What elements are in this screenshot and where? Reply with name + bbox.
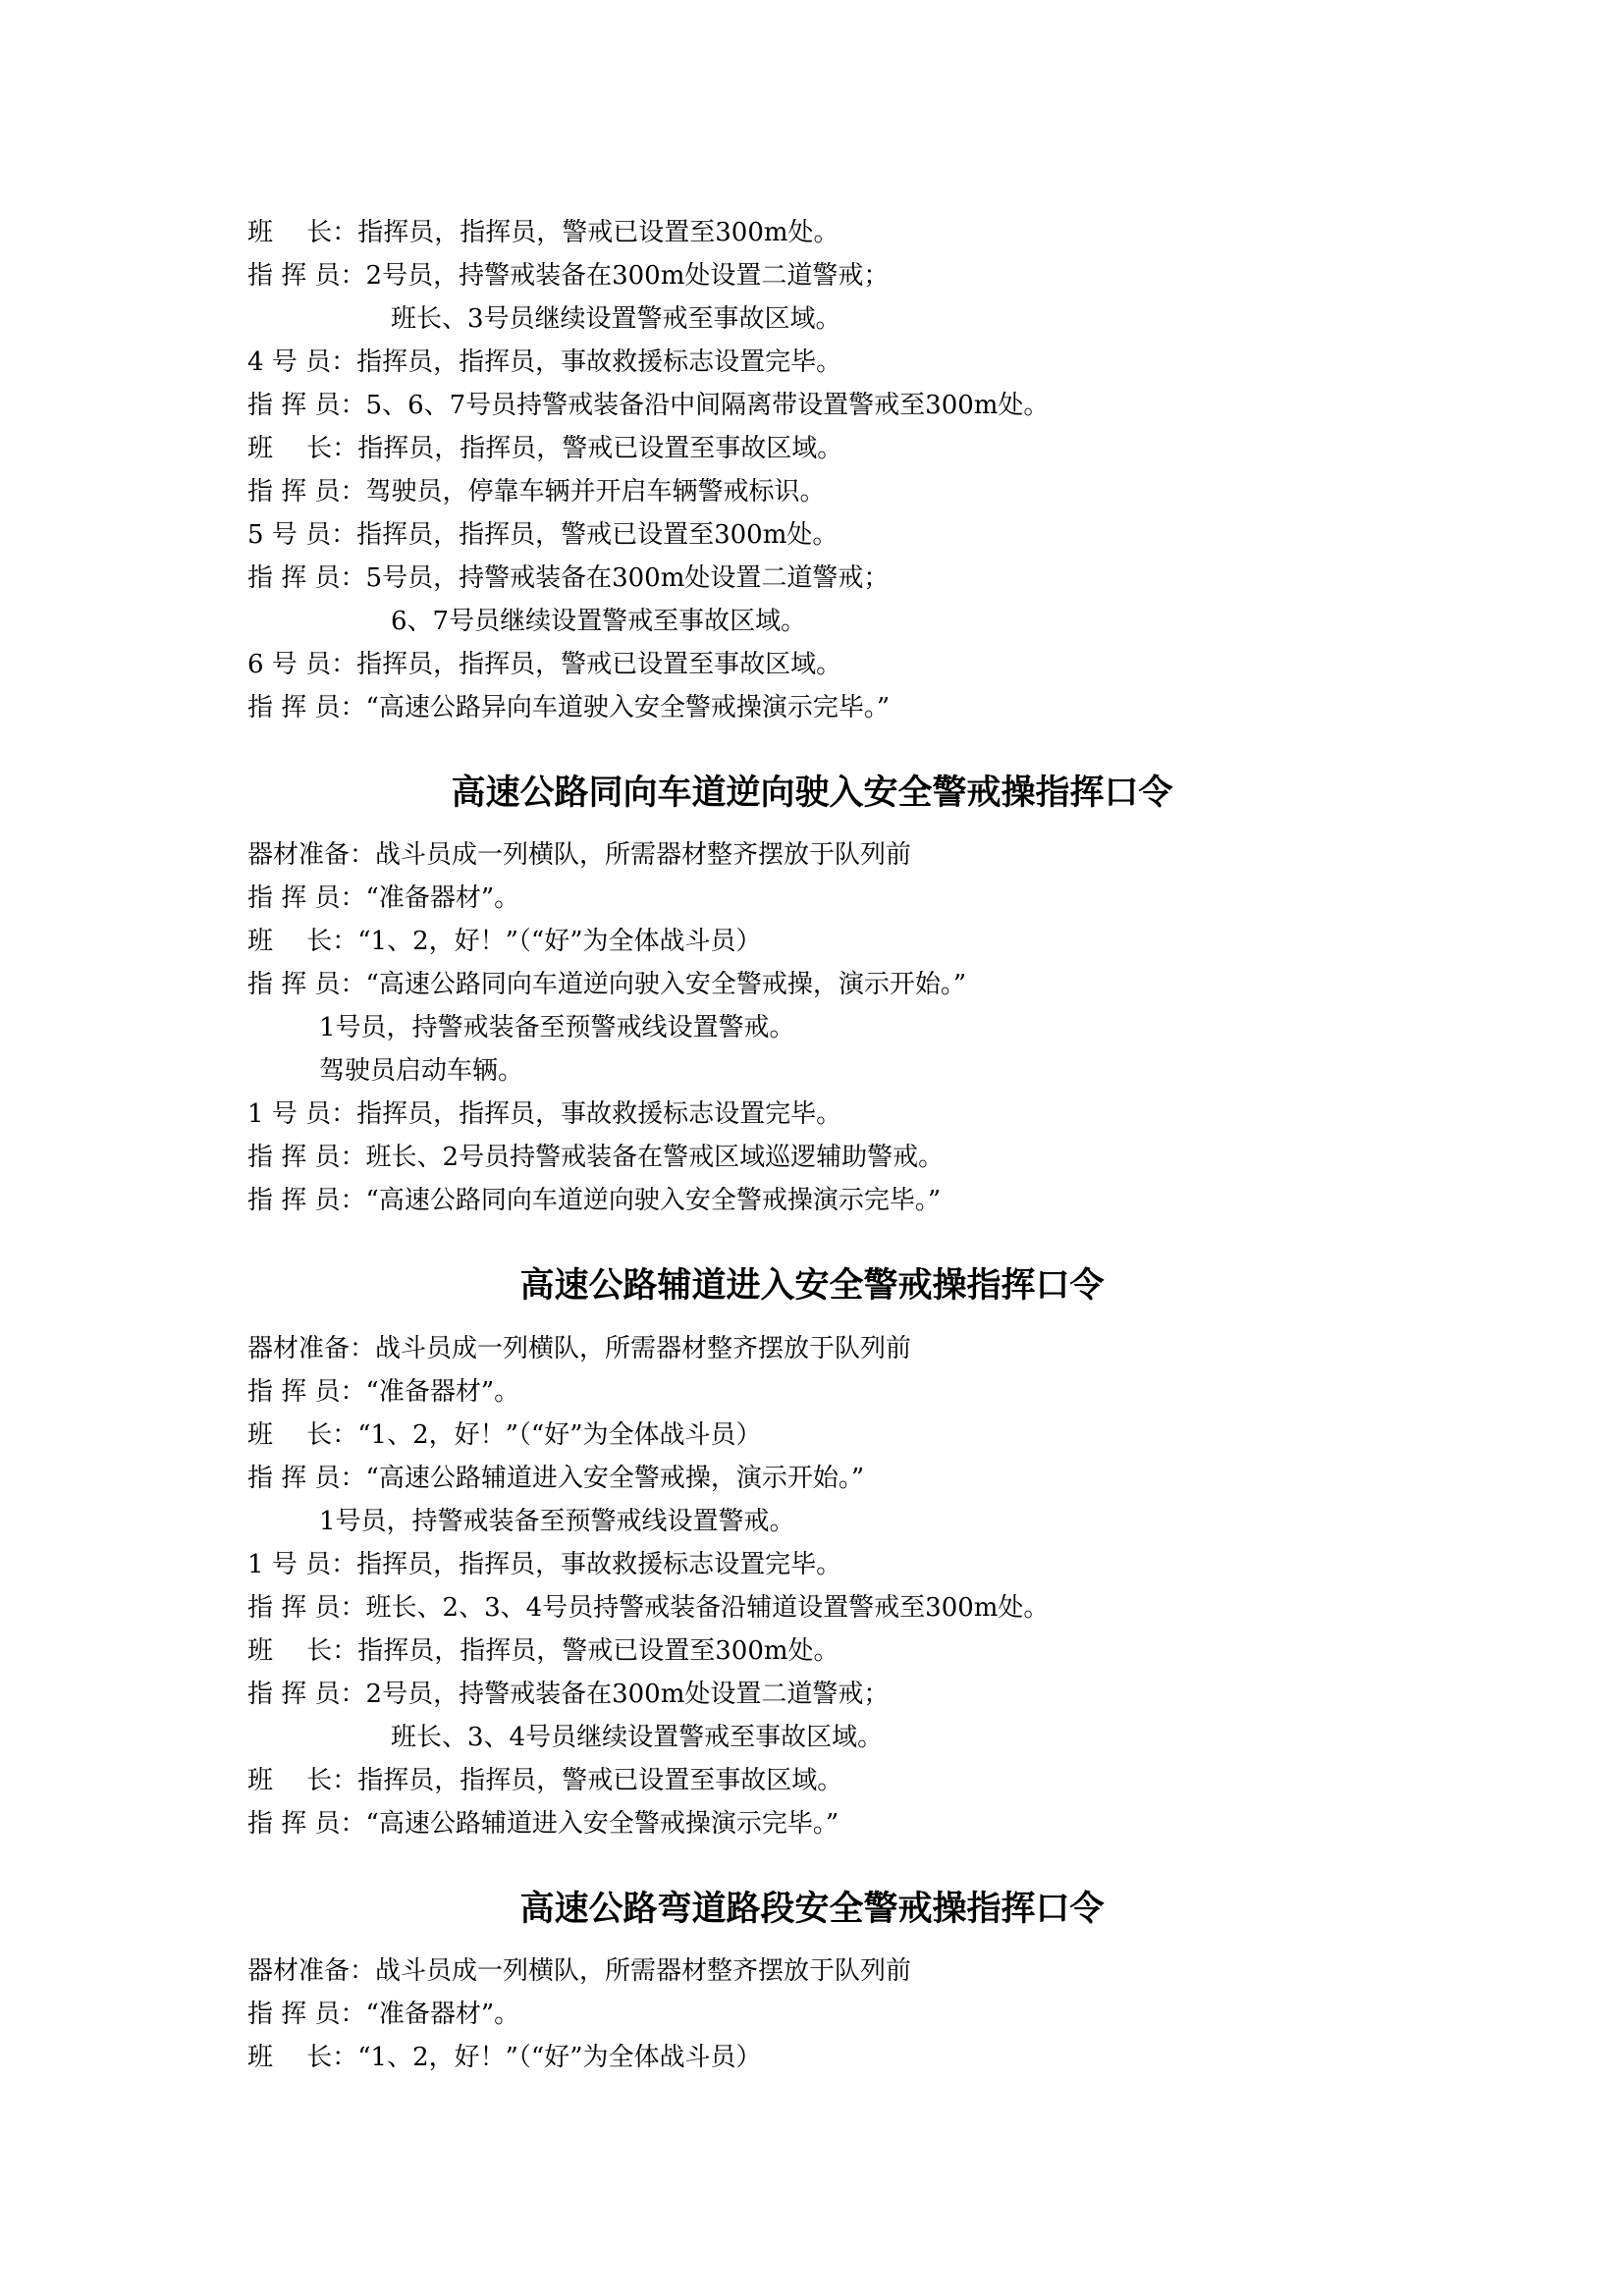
section-title-auxiliary: 高速公路辅道进入安全警戒操指挥口令 — [519, 1266, 1105, 1306]
text-line: 班 长：“1、2，好！”（“好”为全体战斗员） — [247, 927, 762, 956]
text-line: 5 号 员：指挥员，指挥员，警戒已设置至300m处。 — [247, 520, 839, 550]
text-line: 指 挥 员：“高速公路同向车道逆向驶入安全警戒操，演示开始。” — [247, 970, 967, 999]
text-line: 器材准备：战斗员成一列横队，所需器材整齐摆放于队列前 — [247, 840, 912, 870]
text-line: 班长、3号员继续设置警戒至事故区域。 — [391, 304, 841, 334]
text-line: 4 号 员：指挥员，指挥员，事故救援标志设置完毕。 — [247, 347, 842, 377]
text-line: 指 挥 员：“高速公路同向车道逆向驶入安全警戒操演示完毕。” — [247, 1186, 942, 1215]
section-title-reverse: 高速公路同向车道逆向驶入安全警戒操指挥口令 — [451, 774, 1173, 813]
text-line: 1号员，持警戒装备至预警戒线设置警戒。 — [319, 1507, 795, 1536]
text-line: 6 号 员：指挥员，指挥员，警戒已设置至事故区域。 — [247, 650, 842, 679]
text-line: 指 挥 员：班长、2号员持警戒装备在警戒区域巡逻辅助警戒。 — [247, 1143, 945, 1172]
text-line: 班长、3、4号员继续设置警戒至事故区域。 — [391, 1723, 884, 1752]
text-line: 指 挥 员：“高速公路异向车道驶入安全警戒操演示完毕。” — [247, 693, 891, 722]
text-line: 指 挥 员：驾驶员，停靠车辆并开启车辆警戒标识。 — [247, 477, 826, 507]
text-line: 1 号 员：指挥员，指挥员，事故救援标志设置完毕。 — [247, 1550, 842, 1579]
text-line: 指 挥 员：“高速公路辅道进入安全警戒操，演示开始。” — [247, 1464, 865, 1493]
text-line: 器材准备：战斗员成一列横队，所需器材整齐摆放于队列前 — [247, 1956, 912, 1986]
text-line: 指 挥 员：“准备器材”。 — [247, 1377, 520, 1407]
text-line: 6、7号员继续设置警戒至事故区域。 — [391, 607, 807, 636]
text-line: 器材准备：战斗员成一列横队，所需器材整齐摆放于队列前 — [247, 1334, 912, 1363]
text-line: 班 长：指挥员，指挥员，警戒已设置至300m处。 — [247, 218, 839, 247]
text-line: 指 挥 员：5、6、7号员持警戒装备沿中间隔离带设置警戒至300m处。 — [247, 391, 1050, 420]
text-line: 班 长：指挥员，指挥员，警戒已设置至事故区域。 — [247, 1766, 843, 1795]
text-line: 指 挥 员：“准备器材”。 — [247, 2000, 520, 2029]
text-line: 班 长：“1、2，好！”（“好”为全体战斗员） — [247, 2043, 762, 2072]
text-line: 指 挥 员：“高速公路辅道进入安全警戒操演示完毕。” — [247, 1809, 839, 1839]
text-line: 1 号 员：指挥员，指挥员，事故救援标志设置完毕。 — [247, 1099, 842, 1129]
text-line: 指 挥 员：2号员，持警戒装备在300m处设置二道警戒； — [247, 261, 890, 291]
text-line: 驾驶员启动车辆。 — [319, 1056, 524, 1086]
text-line: 指 挥 员：2号员，持警戒装备在300m处设置二道警戒； — [247, 1680, 890, 1709]
text-line: 班 长：“1、2，好！”（“好”为全体战斗员） — [247, 1420, 762, 1450]
text-line: 1号员，持警戒装备至预警戒线设置警戒。 — [319, 1013, 795, 1042]
text-line: 指 挥 员：班长、2、3、4号员持警戒装备沿辅道设置警戒至300m处。 — [247, 1593, 1050, 1623]
text-line: 班 长：指挥员，指挥员，警戒已设置至事故区域。 — [247, 434, 843, 463]
text-line: 指 挥 员：5号员，持警戒装备在300m处设置二道警戒； — [247, 563, 890, 593]
section-title-curve: 高速公路弯道路段安全警戒操指挥口令 — [519, 1890, 1105, 1929]
text-line: 指 挥 员：“准备器材”。 — [247, 883, 520, 913]
text-line: 班 长：指挥员，指挥员，警戒已设置至300m处。 — [247, 1636, 839, 1666]
